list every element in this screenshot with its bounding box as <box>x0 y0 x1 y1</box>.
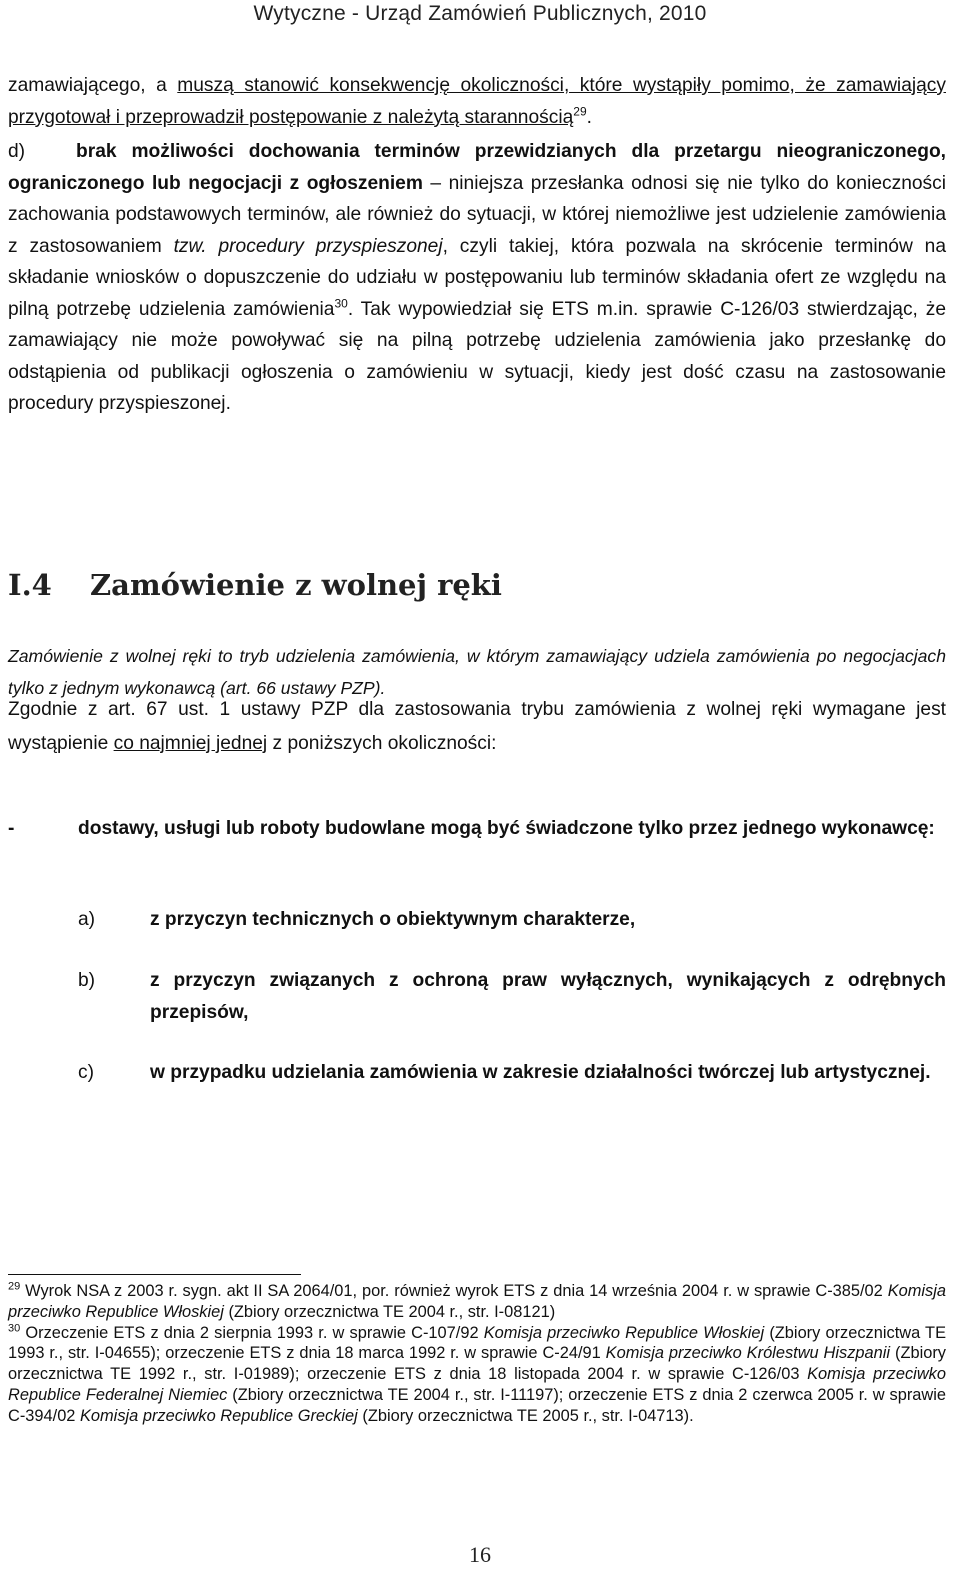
footnote-text: Wyrok NSA z 2003 r. sygn. akt II SA 2064/01, por. również wyrok ETS z dnia 14 września 2004 r. w sprawie C-385/02 <box>20 1282 888 1300</box>
paragraph-d-bold-lead: brak możliwości dochowania terminów przewidzianych dla przetargu nieograniczonego, ograniczonego lub negocjacji z ogłoszeniem <box>8 141 946 194</box>
footnote-30 <box>8 1323 946 1427</box>
zgodnie-paragraph <box>8 693 946 761</box>
top-paragraph-block <box>8 70 946 420</box>
zgodnie-text-a: Zgodnie z art. 67 ust. 1 ustawy PZP dla zastosowania trybu zamówienia z wolnej ręki wymagane jest wystąpienie <box>8 699 946 754</box>
zgodnie-underlined: co najmniej jednej <box>113 733 268 754</box>
footnote-italic: Komisja przeciwko Republice Federalnej Niemiec <box>8 1365 946 1404</box>
sub-item-text: z przyczyn technicznych o obiektywnym charakterze, <box>150 909 636 930</box>
continuation-paragraph <box>8 70 946 133</box>
paragraph-d-text-1: – niniejsza przesłanka odnosi się nie tylko do konieczności zachowania podstawowych terminów, ale również do sytuacji, w której niemożliwe jest udzielenie zamówienia z zastosowaniem <box>8 172 946 257</box>
paragraph-d-marker: d) <box>8 141 26 162</box>
continuation-end: . <box>586 106 592 128</box>
footnote-text: (Zbiory orzecznictwa TE 2004 r., str. I-11197); orzeczenie ETS z dnia 2 czerwca 2005 r. w sprawie C-394/02 <box>8 1385 946 1425</box>
footnotes <box>8 1281 946 1427</box>
sub-item-label: a) <box>78 909 96 930</box>
paragraph-d-italic-term: tzw. procedury przyspieszonej <box>173 235 443 257</box>
section-intro: Zamówienie z wolnej ręki to tryb udzielenia zamówienia, w którym zamawiający udziela zamówienia po negocjacjach tylko z jednym wykonawcą (art. 66 ustawy PZP). <box>8 646 946 698</box>
dash-marker: - <box>8 818 15 839</box>
sub-item-label: b) <box>78 970 96 991</box>
section-title: Zamówienie z wolnej ręki <box>90 568 502 602</box>
paragraph-d <box>8 136 946 420</box>
page-number: 16 <box>469 1542 491 1567</box>
footnote-italic: Komisja przeciwko Republice Greckiej <box>79 1406 358 1425</box>
section-number: I.4 <box>8 568 52 602</box>
running-header: Wytyczne - Urząd Zamówień Publicznych, 2010 <box>253 2 707 25</box>
sub-item-a <box>78 904 946 936</box>
footnote-italic: Komisja przeciwko Królestwu Hiszpanii <box>605 1344 891 1363</box>
section-heading <box>8 568 946 602</box>
footnote-italic: Komisja przeciwko Republice Włoskiej <box>8 1282 946 1321</box>
continuation-text: zamawiającego, a <box>8 75 178 96</box>
footnote-separator <box>8 1274 301 1275</box>
sub-item-b <box>78 965 946 1029</box>
footnote-number: 29 <box>8 1280 21 1293</box>
footnote-text: (Zbiory orzecznictwa TE 2004 r., str. I-08121) <box>223 1302 556 1321</box>
footnote-29 <box>8 1281 946 1323</box>
footnote-italic: Komisja przeciwko Republice Włoskiej <box>483 1323 765 1342</box>
paragraph-d-text-3: . Tak wypowiedział się ETS m.in. sprawie C-126/03 stwierdzając, że zamawiający nie może powoływać się na pilną potrzebę udzielenia zamówienia jako przesłankę do odstąpienia od publikacji ogłoszenia o zamówieniu w sytuacji, kiedy jest dość czasu na zastosowanie procedury przyspieszonej. <box>8 298 946 414</box>
footnote-number: 30 <box>8 1322 21 1335</box>
sub-item-text: w przypadku udzielania zamówienia w zakresie działalności twórczej lub artystycznej. <box>150 1062 931 1083</box>
footnote-text: (Zbiory orzecznictwa TE 1993 r., str. I-04655); orzeczenie ETS z dnia 18 marca 1992 r. w sprawie C-24/91 <box>8 1323 946 1363</box>
footnote-text: (Zbiory orzecznictwa TE 2005 r., str. I-04713). <box>357 1406 694 1425</box>
sub-item-text: z przyczyn związanych z ochroną praw wyłącznych, wynikających z odrębnych przepisów, <box>150 970 946 1023</box>
footnote-ref-29[interactable]: 29 <box>573 104 587 119</box>
sub-item-label: c) <box>78 1062 94 1083</box>
dash-list-item <box>8 813 946 845</box>
paragraph-d-text-2: , czyli takiej, która pozwala na skrócenie terminów na składanie wniosków o dopuszczenie do udziału w postępowaniu lub terminów składania ofert ze względu na pilną potrzebę udzielenia zamówienia <box>8 235 947 320</box>
footnote-text: Orzeczenie ETS z dnia 2 sierpnia 1993 r. w sprawie C-107/92 <box>20 1323 484 1342</box>
zgodnie-text-b: z poniższych okoliczności: <box>267 733 497 754</box>
continuation-underlined-text: muszą stanowić konsekwencję okoliczności, które wystąpiły pomimo, że zamawiający przygotował i przeprowadził postępowanie z należytą starannością <box>8 75 946 128</box>
sub-item-c <box>78 1057 946 1089</box>
footnote-text: (Zbiory orzecznictwa TE 1992 r., str. I-01989); orzeczenie ETS z dnia 18 listopada 2004 r. w sprawie C-126/03 <box>8 1344 946 1384</box>
dash-item-text: dostawy, usługi lub roboty budowlane mogą być świadczone tylko przez jednego wykonawcę: <box>78 818 935 839</box>
footnote-ref-30[interactable]: 30 <box>334 296 348 311</box>
